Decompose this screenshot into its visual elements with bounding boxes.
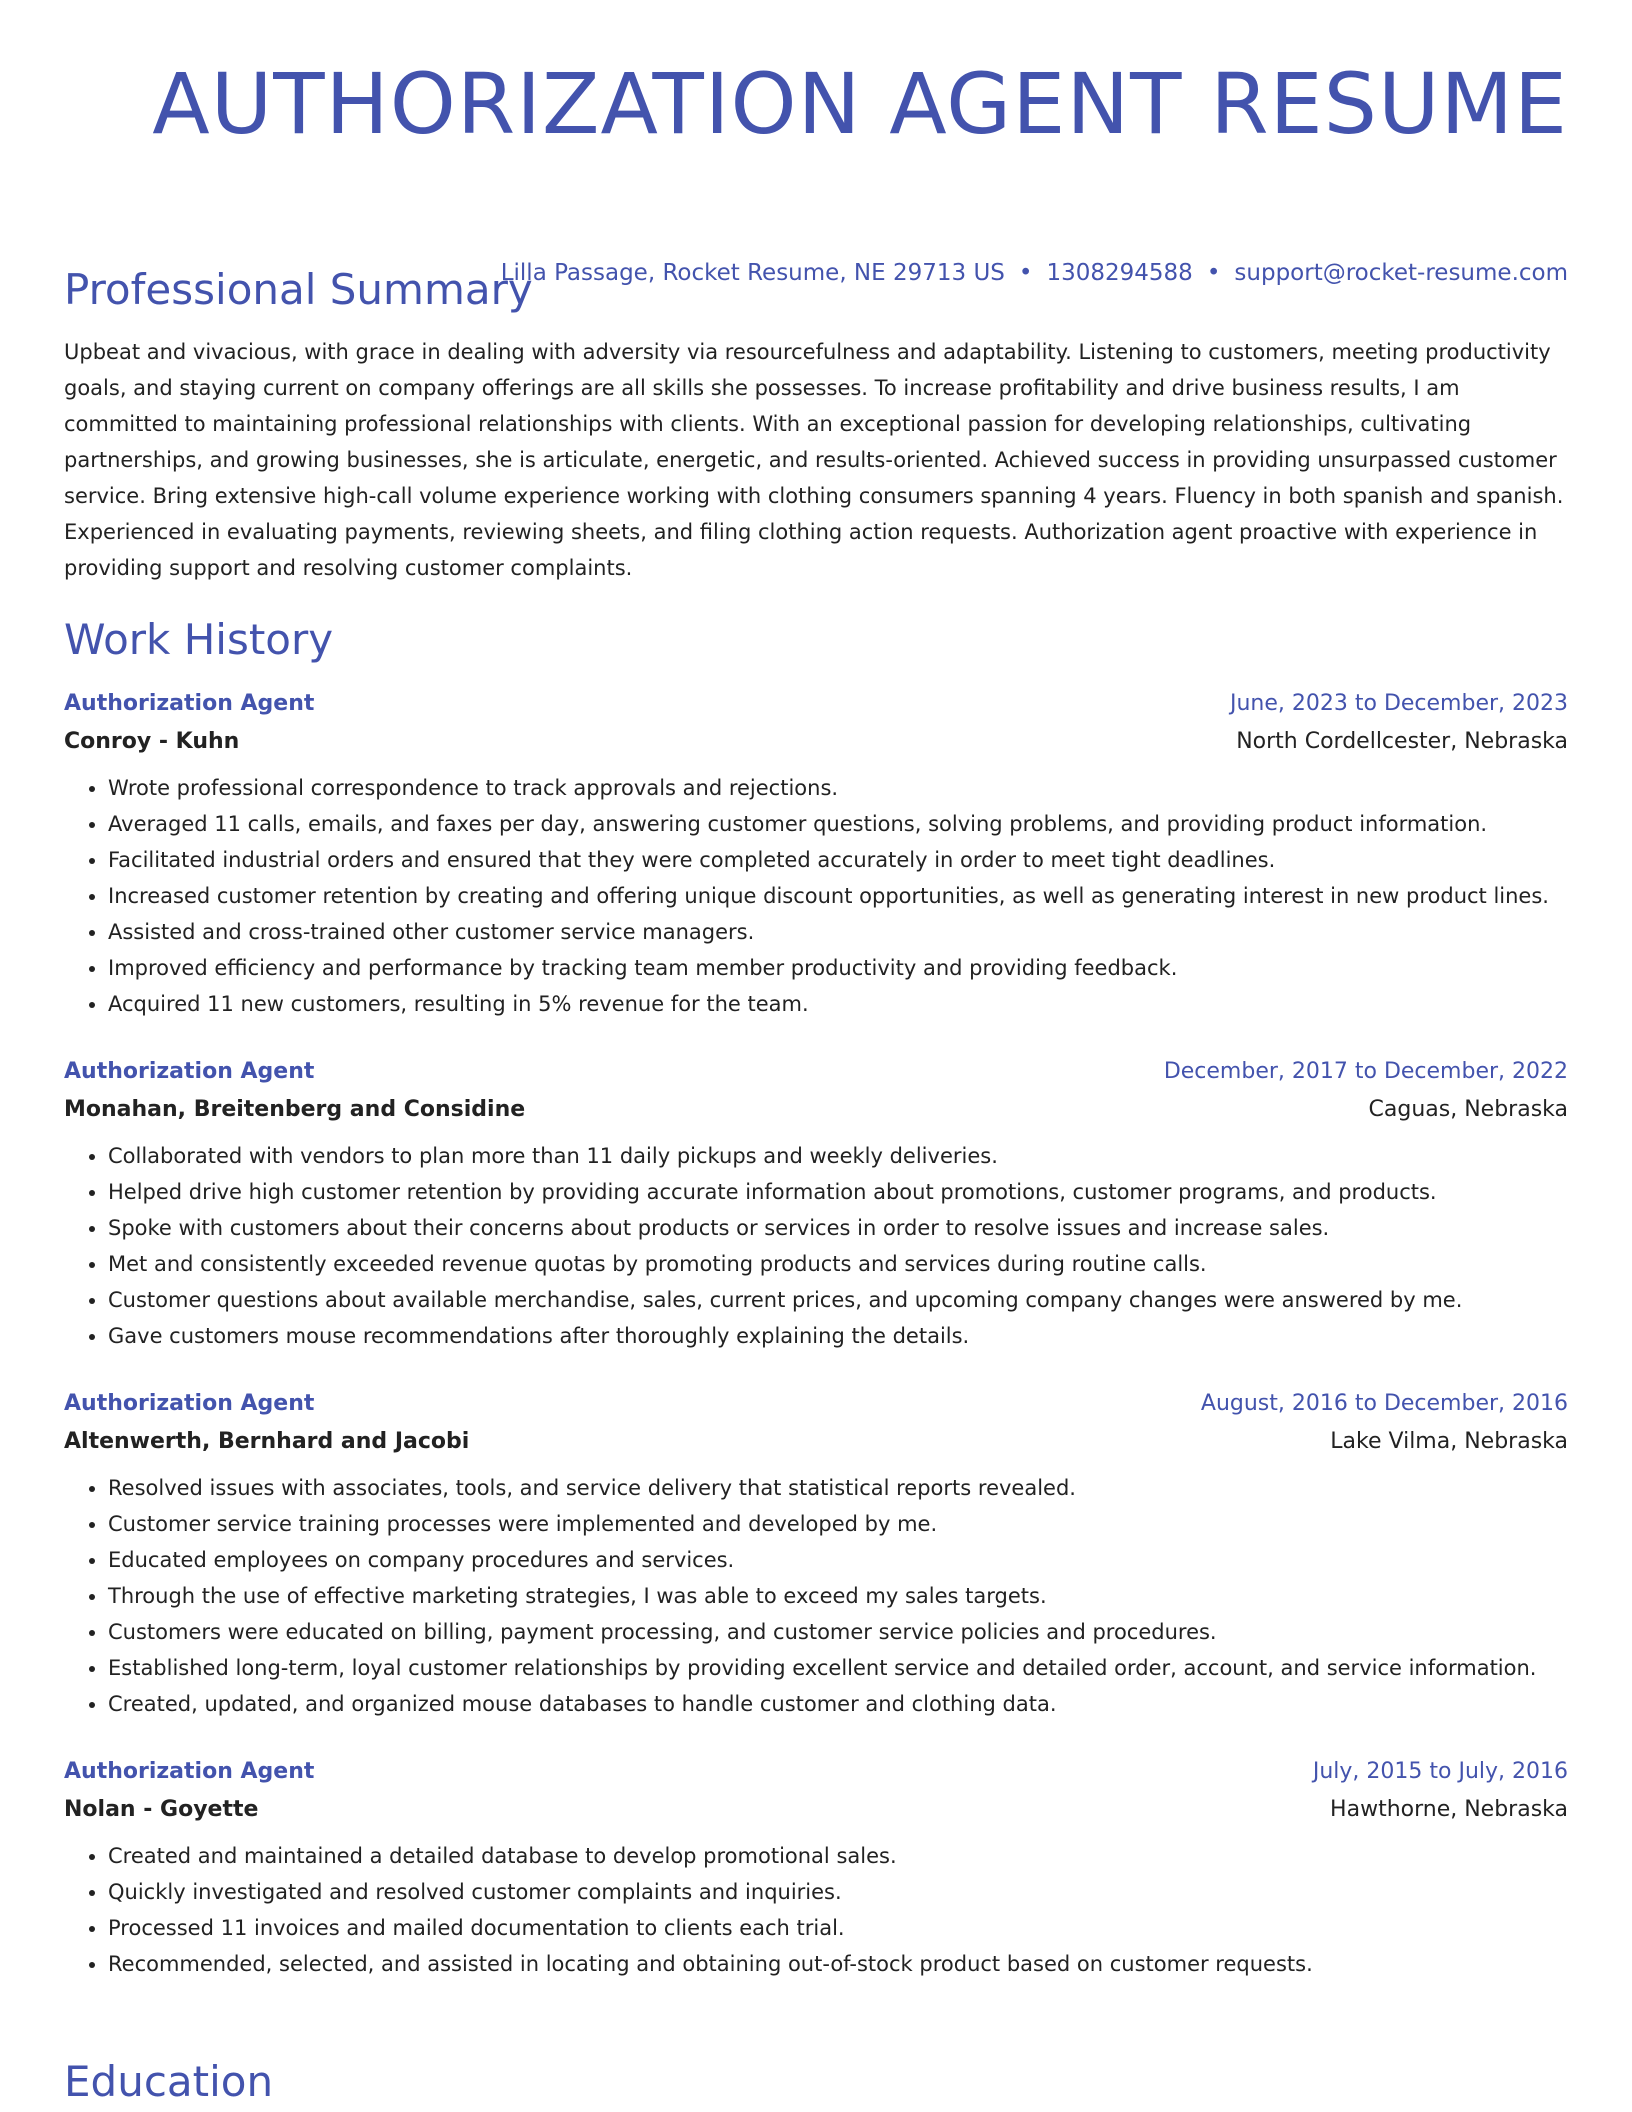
job-bullet: • Wrote professional correspondence to track approvals and rejections. (108, 770, 1568, 806)
job-bullet: • Educated employees on company procedures and services. (108, 1542, 1568, 1578)
job-dates: December, 2017 to December, 2022 (1163, 1059, 1568, 1084)
job-title-row (64, 1754, 1568, 1790)
job-bullet: • Customer service training processes were implemented and developed by me. (108, 1506, 1568, 1542)
job-bullet: • Met and consistently exceeded revenue quotas by promoting products and services during routine calls. (108, 1246, 1568, 1282)
job-bullet: • Customers were educated on billing, payment processing, and customer service policies and procedures. (108, 1614, 1568, 1650)
contact-email: support@rocket-resume.com (1234, 260, 1568, 286)
job-bullet: • Acquired 11 new customers, resulting in 5% revenue for the team. (108, 986, 1568, 1022)
job-bullets (64, 770, 1568, 1022)
job-entry (64, 1054, 1568, 1354)
job-bullet: • Quickly investigated and resolved customer complaints and inquiries. (108, 1874, 1568, 1910)
job-bullet: • Customer questions about available merchandise, sales, current prices, and upcoming company changes were answered by me. (108, 1282, 1568, 1318)
job-company: Nolan - Goyette (64, 1797, 259, 1822)
contact-line (501, 258, 1568, 288)
job-company-row (64, 1090, 1568, 1130)
job-bullet: • Spoke with customers about their concerns about products or services in order to resolve issues and increase sales. (108, 1210, 1568, 1246)
contact-separator (1019, 260, 1033, 286)
job-title: Authorization Agent (64, 691, 315, 716)
job-company: Monahan, Breitenberg and Considine (64, 1097, 526, 1122)
job-dates: June, 2023 to December, 2023 (1229, 691, 1568, 716)
job-company-row (64, 1422, 1568, 1462)
job-company-row (64, 1790, 1568, 1830)
work-history-heading: Work History (64, 615, 334, 664)
contact-separator (1207, 260, 1221, 286)
job-bullets (64, 1470, 1568, 1722)
job-title: Authorization Agent (64, 1759, 315, 1784)
job-bullet: • Created, updated, and organized mouse databases to handle customer and clothing data. (108, 1686, 1568, 1722)
job-title-row (64, 1386, 1568, 1422)
job-title: Authorization Agent (64, 1059, 315, 1084)
job-bullet: • Helped drive high customer retention by providing accurate information about promotions, customer programs, and products. (108, 1174, 1568, 1210)
job-company: Altenwerth, Bernhard and Jacobi (64, 1429, 470, 1454)
job-bullets (64, 1138, 1568, 1354)
summary-text: Upbeat and vivacious, with grace in dealing with adversity via resourcefulness and adaptability. Listening to customers, meeting productivity goals, and staying current on company offerings are all skills she possesses. To increase profitability and drive business results, I am committed to maintaining professional relationships with clients. With an exceptional passion for developing relationships, cultivating partnerships, and growing businesses, she is articulate, energetic, and results-oriented. Achieved success in providing unsurpassed customer service. Bring extensive high-call volume experience working with clothing consumers spanning 4 years. Fluency in both spanish and spanish. Experienced in evaluating payments, reviewing sheets, and filing clothing action requests. Authorization agent proactive with experience in providing support and resolving customer complaints. (64, 340, 1564, 580)
job-bullet: • Facilitated industrial orders and ensured that they were completed accurately in order to meet tight deadlines. (108, 842, 1568, 878)
job-bullet: • Increased customer retention by creating and offering unique discount opportunities, as well as generating interest in new product lines. (108, 878, 1568, 914)
job-entry (64, 1386, 1568, 1722)
job-bullets (64, 1838, 1568, 1982)
job-location: Lake Vilma, Nebraska (1330, 1429, 1568, 1454)
job-location: North Cordellcester, Nebraska (1236, 729, 1568, 754)
job-location: Caguas, Nebraska (1368, 1097, 1568, 1122)
job-title-row (64, 686, 1568, 722)
job-entry (64, 686, 1568, 1022)
job-bullet: • Assisted and cross-trained other customer service managers. (108, 914, 1568, 950)
work-history-list (64, 686, 1568, 2014)
job-dates: July, 2015 to July, 2016 (1312, 1759, 1568, 1784)
job-bullet: • Through the use of effective marketing strategies, I was able to exceed my sales targets. (108, 1578, 1568, 1614)
job-bullet: • Processed 11 invoices and mailed documentation to clients each trial. (108, 1910, 1568, 1946)
job-company-row (64, 722, 1568, 762)
summary-heading: Professional Summary (64, 265, 533, 314)
job-entry (64, 1754, 1568, 1982)
job-bullet: • Averaged 11 calls, emails, and faxes per day, answering customer questions, solving problems, and providing product information. (108, 806, 1568, 842)
job-bullet: • Created and maintained a detailed database to develop promotional sales. (108, 1838, 1568, 1874)
job-dates: August, 2016 to December, 2016 (1200, 1391, 1568, 1416)
contact-phone: 1308294588 (1046, 260, 1193, 286)
job-location: Hawthorne, Nebraska (1330, 1797, 1568, 1822)
job-bullet: • Recommended, selected, and assisted in locating and obtaining out-of-stock product based on customer requests. (108, 1946, 1568, 1982)
contact-address: Lilla Passage, Rocket Resume, NE 29713 US (500, 260, 1005, 286)
job-company: Conroy - Kuhn (64, 729, 240, 754)
job-title-row (64, 1054, 1568, 1090)
job-bullet: • Gave customers mouse recommendations after thoroughly explaining the details. (108, 1318, 1568, 1354)
job-bullet: • Resolved issues with associates, tools, and service delivery that statistical reports revealed. (108, 1470, 1568, 1506)
job-bullet: • Established long-term, loyal customer relationships by providing excellent service and detailed order, account, and service information. (108, 1650, 1568, 1686)
job-title: Authorization Agent (64, 1391, 315, 1416)
resume-title: AUTHORIZATION AGENT RESUME (152, 55, 1568, 153)
job-bullet: • Collaborated with vendors to plan more than 11 daily pickups and weekly deliveries. (108, 1138, 1568, 1174)
job-bullet: • Improved efficiency and performance by tracking team member productivity and providing feedback. (108, 950, 1568, 986)
education-heading: Education (64, 2057, 274, 2106)
